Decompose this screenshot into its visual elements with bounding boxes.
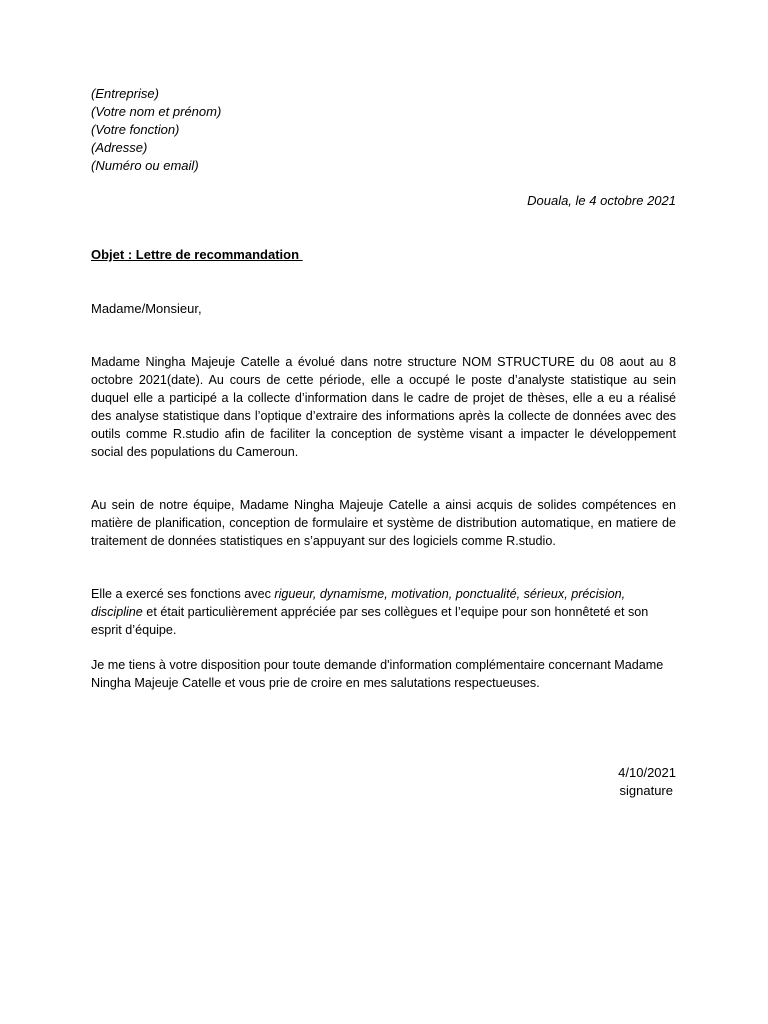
- salutation: Madame/Monsieur,: [91, 301, 202, 316]
- paragraph-qualities: [91, 585, 676, 639]
- sender-company: (Entreprise): [91, 86, 159, 101]
- paragraph-intro: Madame Ningha Majeuje Catelle a évolué dans notre structure NOM STRUCTURE du 08 aout au 8 octobre 2021(date). Au cours de cette période, elle a occupé le poste d’analyste statistique au sein duquel elle a participé a la collecte d’information dans le cadre de projet de thèses, elle a eu a réalisé des analyse statistique dans l’optique d’extraire des informations après la collecte de données avec des outils comme R.studio afin de faciliter la conception de système visant a impacter le développement social des populations du Cameroun.: [91, 355, 676, 459]
- place-date: Douala, le 4 octobre 2021: [527, 193, 676, 208]
- paragraph-closing: Je me tiens à votre disposition pour toute demande d'information complémentaire concernant Madame Ningha Majeuje Catelle et vous prie de croire en mes salutations respectueuses.: [91, 658, 664, 690]
- paragraph-skills: Au sein de notre équipe, Madame Ningha Majeuje Catelle a ainsi acquis de solides compétences en matière de planification, conception de formulaire et système de distribution automatique, en matiere de traitement de données statistiques en s’appuyant sur des logiciels comme R.studio.: [91, 498, 676, 548]
- sender-block: [91, 85, 221, 175]
- signature-label: signature: [619, 783, 673, 798]
- sender-name: (Votre nom et prénom): [91, 104, 222, 119]
- subject-line: Objet : Lettre de recommandation: [91, 247, 303, 262]
- sender-contact: (Numéro ou email): [91, 158, 199, 173]
- sender-address: (Adresse): [91, 140, 148, 155]
- closing-date: 4/10/2021: [618, 765, 676, 780]
- qualities-intro-text: Elle a exercé ses fonctions avec: [91, 587, 275, 601]
- sender-function: (Votre fonction): [91, 122, 180, 137]
- closing-block: [618, 764, 676, 800]
- qualities-list: rigueur, dynamisme, motivation, ponctualité, sérieux, précision, discipline: [91, 587, 626, 619]
- qualities-end-text: et était particulièrement appréciée par ses collègues et l’equipe pour son honnêteté et son esprit d’équipe.: [91, 605, 649, 637]
